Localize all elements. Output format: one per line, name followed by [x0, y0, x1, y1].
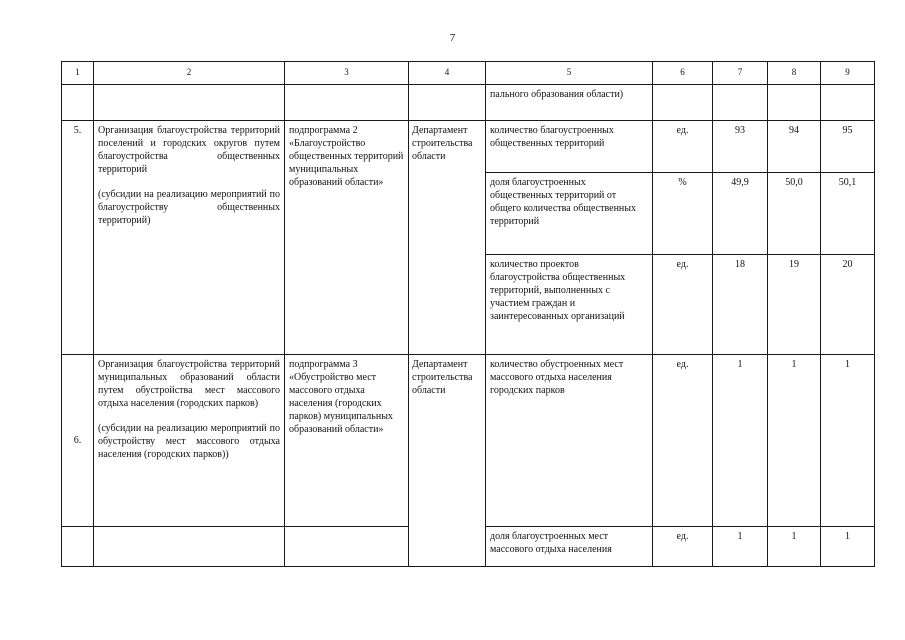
indicator-name: количество благоустроенных общественных территорий — [486, 121, 653, 173]
column-number: 1 — [62, 62, 94, 85]
empty-cell — [768, 85, 821, 121]
column-number: 8 — [768, 62, 821, 85]
continuation-row — [62, 85, 875, 121]
measure-cell — [94, 355, 285, 527]
value-2021: 50,1 — [821, 173, 875, 255]
unit: ед. — [653, 121, 713, 173]
empty-cell — [821, 85, 875, 121]
program-name: подпрограмма 3 «Обустройство мест массового отдыха населения (городских парков) муниципальных образований области» — [285, 355, 409, 527]
value-2020: 50,0 — [768, 173, 821, 255]
indicator-name: количество обустроенных мест массового отдыха населения городских парков — [486, 355, 653, 527]
empty-cell — [713, 85, 768, 121]
empty-cell — [285, 85, 409, 121]
empty-cell — [409, 85, 486, 121]
value-2019: 49,9 — [713, 173, 768, 255]
value-2020: 1 — [768, 355, 821, 527]
executor-name: Департамент строительства области — [409, 355, 486, 567]
value-2020: 19 — [768, 255, 821, 355]
value-2019: 18 — [713, 255, 768, 355]
column-number: 9 — [821, 62, 875, 85]
column-number: 6 — [653, 62, 713, 85]
value-2021: 95 — [821, 121, 875, 173]
indicator-name: доля благоустроенных общественных территорий от общего количества общественных территорий — [486, 173, 653, 255]
indicator-name: количество проектов благоустройства общественных территорий, выполненных с участием граждан и заинтересованных организаций — [486, 255, 653, 355]
column-number: 2 — [94, 62, 285, 85]
row-number: 6. — [62, 355, 94, 527]
measure-subsidy: (субсидии на реализацию мероприятий по обустройству мест массового отдыха населения (городских парков)) — [98, 423, 280, 460]
measure-subsidy: (субсидии на реализацию мероприятий по благоустройству общественных территорий) — [98, 189, 280, 226]
column-number: 3 — [285, 62, 409, 85]
program-indicators-table — [61, 61, 875, 567]
empty-cell — [94, 527, 285, 567]
column-number: 4 — [409, 62, 486, 85]
measure-cell — [94, 121, 285, 355]
empty-cell — [62, 527, 94, 567]
column-number: 7 — [713, 62, 768, 85]
value-2021: 1 — [821, 355, 875, 527]
unit: ед. — [653, 355, 713, 527]
empty-cell — [285, 527, 409, 567]
column-number-row — [62, 62, 875, 85]
indicator-name: доля благоустроенных мест массового отдыха населения — [486, 527, 653, 567]
empty-cell — [653, 85, 713, 121]
measure-name: Организация благоустройства территорий поселений и городских округов путем благоустройства общественных территорий — [98, 125, 280, 175]
measure-name: Организация благоустройства территорий муниципальных образований области путем обустройства мест массового отдыха населения (городских парков) — [98, 359, 280, 409]
page-number: 7 — [449, 32, 456, 44]
empty-cell — [94, 85, 285, 121]
unit: ед. — [653, 527, 713, 567]
value-2021: 1 — [821, 527, 875, 567]
value-2019: 1 — [713, 355, 768, 527]
row-number: 5. — [62, 121, 94, 355]
program-name: подпрограмма 2 «Благоустройство общественных территорий муниципальных образований области» — [285, 121, 409, 355]
unit: ед. — [653, 255, 713, 355]
empty-cell — [62, 85, 94, 121]
value-2019: 1 — [713, 527, 768, 567]
column-number: 5 — [486, 62, 653, 85]
executor-name: Департамент строительства области — [409, 121, 486, 355]
table-row — [62, 121, 875, 173]
indicator-name: пального образования области) — [486, 85, 653, 121]
value-2021: 20 — [821, 255, 875, 355]
value-2020: 94 — [768, 121, 821, 173]
unit: % — [653, 173, 713, 255]
value-2020: 1 — [768, 527, 821, 567]
value-2019: 93 — [713, 121, 768, 173]
table-row — [62, 355, 875, 527]
